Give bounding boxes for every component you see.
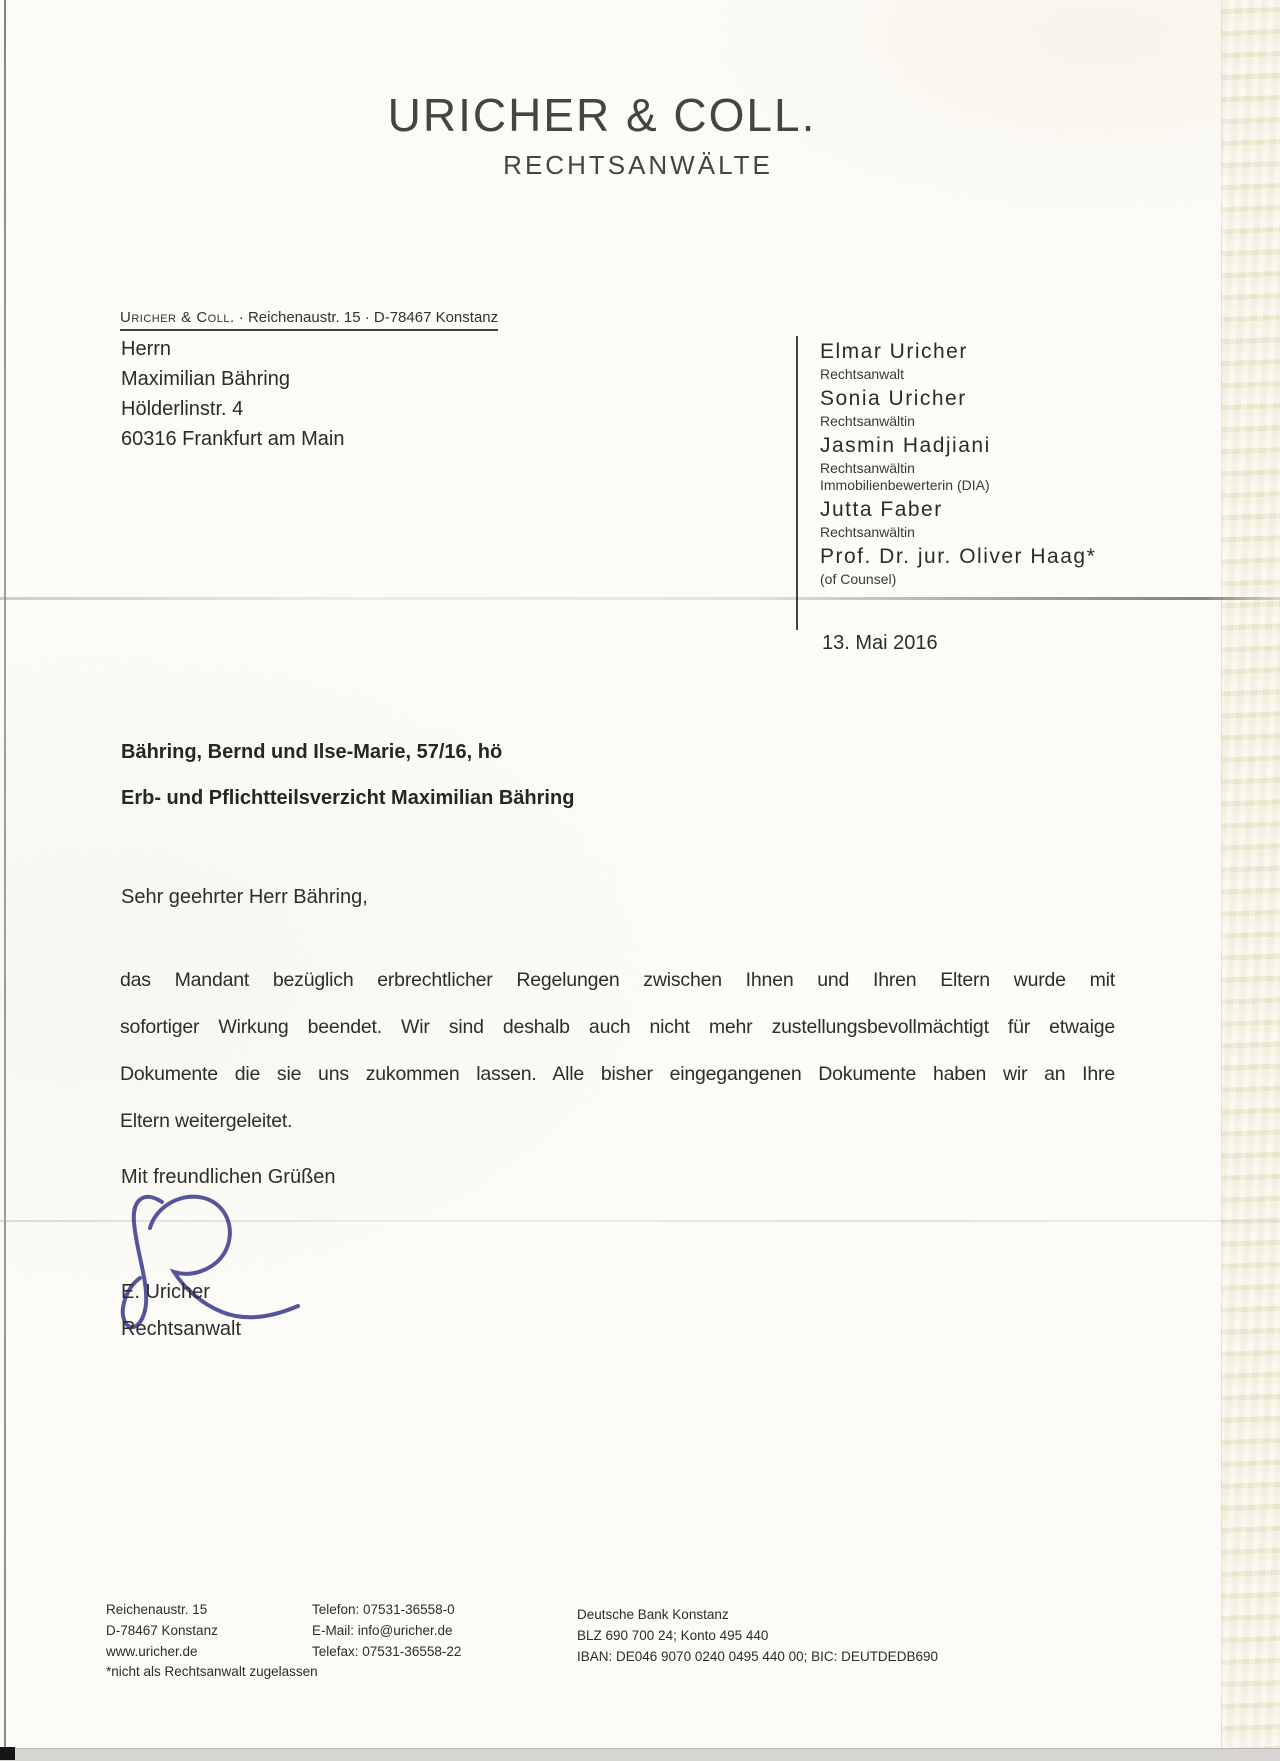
footer-line: Reichenaustr. 15 — [106, 1602, 208, 1617]
attorney-title: Immobilienbewerterin (DIA) — [820, 477, 990, 493]
signer-title: Rechtsanwalt — [121, 1318, 242, 1340]
attorney-title: Rechtsanwältin — [820, 460, 915, 476]
subject-matter-line: Erb- und Pflichtteilsverzicht Maximilian Bähring — [121, 787, 575, 809]
body-line: das Mandant bezüglich erbrechtlicher Regelungen zwischen Ihnen und Ihren Eltern wurde mit — [120, 969, 1115, 991]
recipient-line: 60316 Frankfurt am Main — [121, 428, 345, 450]
attorney-title: (of Counsel) — [820, 571, 897, 587]
firm-subtitle: RECHTSANWÄLTE — [503, 150, 773, 180]
footer-bank-iban: IBAN: DE046 9070 0240 0495 440 00; BIC: DEUTDEDB690 — [577, 1649, 938, 1664]
scan-right-edge-strip — [1221, 0, 1280, 1760]
footer-address-column — [106, 1599, 218, 1662]
scan-bottom-corner-mark — [0, 1747, 15, 1760]
attorney-entry — [820, 543, 1096, 588]
attorney-title: Rechtsanwalt — [820, 366, 905, 382]
closing-regards: Mit freundlichen Grüßen — [121, 1166, 336, 1188]
body-line: sofortiger Wirkung beendet. Wir sind deshalb auch nicht mehr zustellungsbevollmächtigt für etwaige — [120, 1016, 1115, 1038]
attorney-title: Rechtsanwältin — [820, 413, 915, 429]
footer-bank-account: BLZ 690 700 24; Konto 495 440 — [577, 1628, 769, 1643]
attorney-entry — [820, 496, 1096, 541]
attorney-name: Jutta Faber — [820, 498, 943, 521]
subject-block — [121, 729, 574, 821]
sender-firm: Uricher & Coll. — [120, 309, 235, 326]
footer-contact-column — [312, 1599, 461, 1662]
attorney-name: Jasmin Hadjiani — [820, 434, 991, 457]
letterhead — [0, 88, 1240, 181]
attorney-name: Sonia Uricher — [820, 387, 967, 410]
paper-fold-crease-top — [0, 597, 1280, 600]
attorney-name: Prof. Dr. jur. Oliver Haag* — [820, 545, 1097, 568]
attorneys-list — [820, 338, 1096, 590]
footer-line: D-78467 Konstanz — [106, 1623, 218, 1638]
recipient-address-block — [121, 334, 344, 454]
footer-bank-name: Deutsche Bank Konstanz — [577, 1607, 729, 1622]
signer-name: E. Uricher — [121, 1281, 210, 1303]
letter-date: 13. Mai 2016 — [822, 632, 938, 654]
attorney-title: Rechtsanwältin — [820, 524, 915, 540]
attorneys-divider-rule — [796, 336, 798, 630]
letter-body — [120, 957, 1115, 1145]
recipient-line: Herrn — [121, 338, 172, 360]
attorney-entry — [820, 338, 1096, 383]
subject-reference-line: Bähring, Bernd und Ilse-Marie, 57/16, hö — [121, 741, 503, 763]
footer-fax: Telefax: 07531-36558-22 — [312, 1644, 462, 1659]
recipient-line: Hölderlinstr. 4 — [121, 398, 244, 420]
sender-address: · Reichenaustr. 15 · D-78467 Konstanz — [234, 309, 499, 326]
attorney-name: Elmar Uricher — [820, 340, 968, 363]
footer-email: E-Mail: info@uricher.de — [312, 1623, 453, 1638]
footer-footnote: *nicht als Rechtsanwalt zugelassen — [106, 1664, 318, 1679]
attorney-entry — [820, 432, 1096, 494]
attorney-entry — [820, 385, 1096, 430]
firm-name: URICHER & COLL. — [387, 89, 817, 141]
body-line: Eltern weitergeleitet. — [120, 1110, 293, 1132]
footer-website: www.uricher.de — [106, 1644, 198, 1659]
body-line: Dokumente die sie uns zukommen lassen. Alle bisher eingegangenen Dokumente haben wir an Ihre — [120, 1063, 1115, 1085]
scan-left-edge-line — [4, 0, 6, 1760]
footer-bank-column — [577, 1604, 938, 1667]
sender-return-address-line — [120, 309, 498, 331]
footer-phone: Telefon: 07531-36558-0 — [312, 1602, 455, 1617]
salutation: Sehr geehrter Herr Bähring, — [121, 886, 368, 908]
recipient-line: Maximilian Bähring — [121, 368, 290, 390]
scan-bottom-edge — [0, 1748, 1280, 1761]
